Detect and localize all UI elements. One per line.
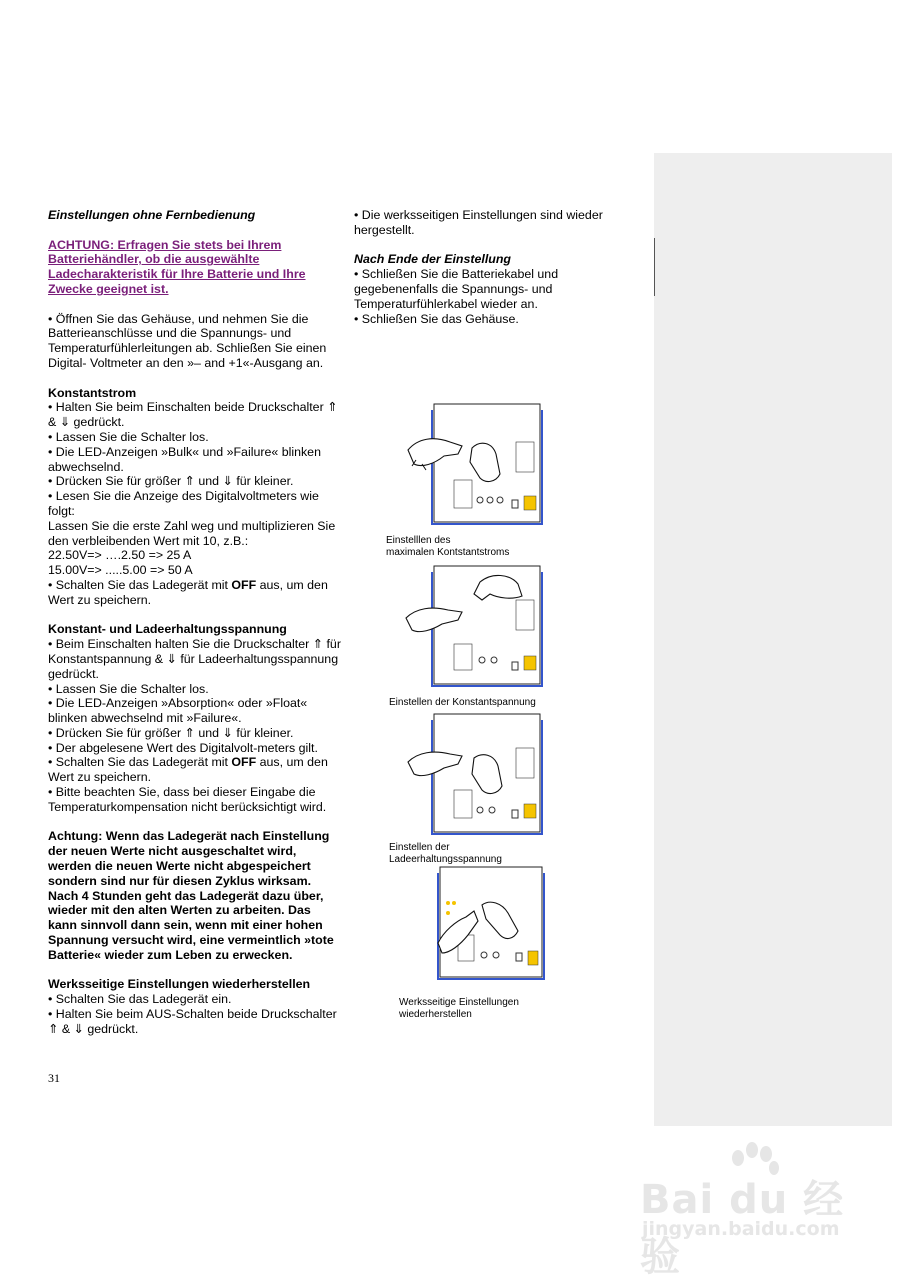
list-item: • Drücken Sie für größer ⇑ und ⇓ für kleiner. <box>48 725 294 740</box>
right-column <box>354 208 644 326</box>
figure-caption: Einstellen der Ladeerhaltungsspannung <box>389 842 502 865</box>
left-column <box>48 208 343 1037</box>
figure-konstantstrom <box>400 402 545 528</box>
list-item: • Beim Einschalten halten Sie die Druckschalter ⇑ für Konstantspannung & ⇓ für Ladeerhaltungsspannung gedrückt. <box>48 637 341 681</box>
list-item: • Lesen Sie die Anzeige des Digitalvoltmeters wie folgt: <box>48 489 319 518</box>
figure-konstantspannung <box>400 564 545 690</box>
list-item: • Schließen Sie das Gehäuse. <box>354 311 519 326</box>
comment-pane <box>654 153 892 1126</box>
figure-werkseinstellung <box>432 865 547 983</box>
list-item: • Schließen Sie die Batteriekabel und gegebenenfalls die Spannungs- und Temperaturfühlerkabel wieder an. <box>354 267 559 311</box>
achtung-paragraph: Achtung: Wenn das Ladegerät nach Einstellung der neuen Werte nicht ausgeschaltet wird, werden die neuen Werte nicht abgespeichert sondern sind nur für diesen Zyklus wirksam. Nach 4 Stunden geht das Ladegerät dazu über, wieder mit den alten Werten zu arbeiten. Das kann sinnvoll dann sein, wenn mit einer hohen Spannung versucht wird, eine vermeintlich »tote Batterie« wieder zum Leben zu erwecken. <box>48 829 334 962</box>
list-item: Lassen Sie die erste Zahl weg und multiplizieren Sie den verbleibenden Wert mit 10, z.B.: <box>48 518 336 548</box>
list-item: • Lassen Sie die Schalter los. <box>48 429 209 444</box>
werkseinstellung-heading: Werksseitige Einstellungen wiederherstellen <box>48 977 311 992</box>
figure-caption: Einstellen der Konstantspannung <box>389 697 536 708</box>
figure-caption: Werksseitige Einstellungen wiederherstellen <box>399 997 519 1020</box>
intro-paragraph: • Öffnen Sie das Gehäuse, und nehmen Sie die Batterieanschlüsse und die Spannungs- und Temperaturfühlerleitungen ab. Schließen Sie einen Digital- Voltmeter an den »– and +1«-Ausgang an. <box>48 311 327 370</box>
list-item: 22.50V=> ….2.50 => 25 A <box>48 548 192 563</box>
list-item: • Schalten Sie das Ladegerät mit OFF aus, um den Wert zu speichern. <box>48 577 328 607</box>
list-item: • Die LED-Anzeigen »Bulk« und »Failure« blinken abwechselnd. <box>48 444 321 474</box>
charger-hands-illustration <box>400 402 545 528</box>
watermark <box>640 1142 860 1280</box>
spannung-heading: Konstant- und Ladeerhaltungsspannung <box>48 622 287 637</box>
watermark-brand: Bai du 经验 <box>640 1177 845 1280</box>
page-number: 31 <box>48 1071 60 1085</box>
charger-hands-illustration <box>400 712 545 838</box>
charger-hands-illustration <box>400 564 545 690</box>
charger-hands-illustration <box>432 865 547 983</box>
list-item: • Halten Sie beim AUS-Schalten beide Druckschalter ⇑ & ⇓ gedrückt. <box>48 1007 337 1036</box>
list-item: • Drücken Sie für größer ⇑ und ⇓ für kleiner. <box>48 474 294 489</box>
figure-caption: Einstelllen des maximalen Kontstantstroms <box>386 535 510 558</box>
section-heading: Einstellungen ohne Fernbedienung <box>48 208 256 222</box>
list-item: • Bitte beachten Sie, dass bei dieser Eingabe die Temperaturkompensation nicht berücksichtigt wird. <box>48 785 327 814</box>
list-item: • Der abgelesene Wert des Digitalvolt-meters gilt. <box>48 740 318 755</box>
list-item: • Lassen Sie die Schalter los. <box>48 681 209 696</box>
konstantstrom-heading: Konstantstrom <box>48 385 137 400</box>
warning-text: ACHTUNG: Erfragen Sie stets bei Ihrem Batteriehändler, ob die ausgewählte Ladecharakteristik für Ihre Batterie und Ihre Zwecke geeignet ist. <box>48 237 306 296</box>
figure-ladeerhaltung <box>400 712 545 838</box>
list-item: • Die LED-Anzeigen »Absorption« oder »Float« blinken abwechselnd mit »Failure«. <box>48 696 308 726</box>
list-item: 15.00V=> .....5.00 => 50 A <box>48 563 193 578</box>
list-item: • Schalten Sie das Ladegerät mit OFF aus, um den Wert zu speichern. <box>48 755 328 785</box>
list-item: • Halten Sie beim Einschalten beide Druckschalter ⇑ & ⇓ gedrückt. <box>48 400 338 430</box>
revision-bar <box>654 238 655 296</box>
list-item: • Schalten Sie das Ladegerät ein. <box>48 992 232 1007</box>
end-heading: Nach Ende der Einstellung <box>354 252 511 267</box>
watermark-url: jingyan.baidu.com <box>642 1218 840 1240</box>
list-item: • Die werksseitigen Einstellungen sind wieder hergestellt. <box>354 208 603 237</box>
